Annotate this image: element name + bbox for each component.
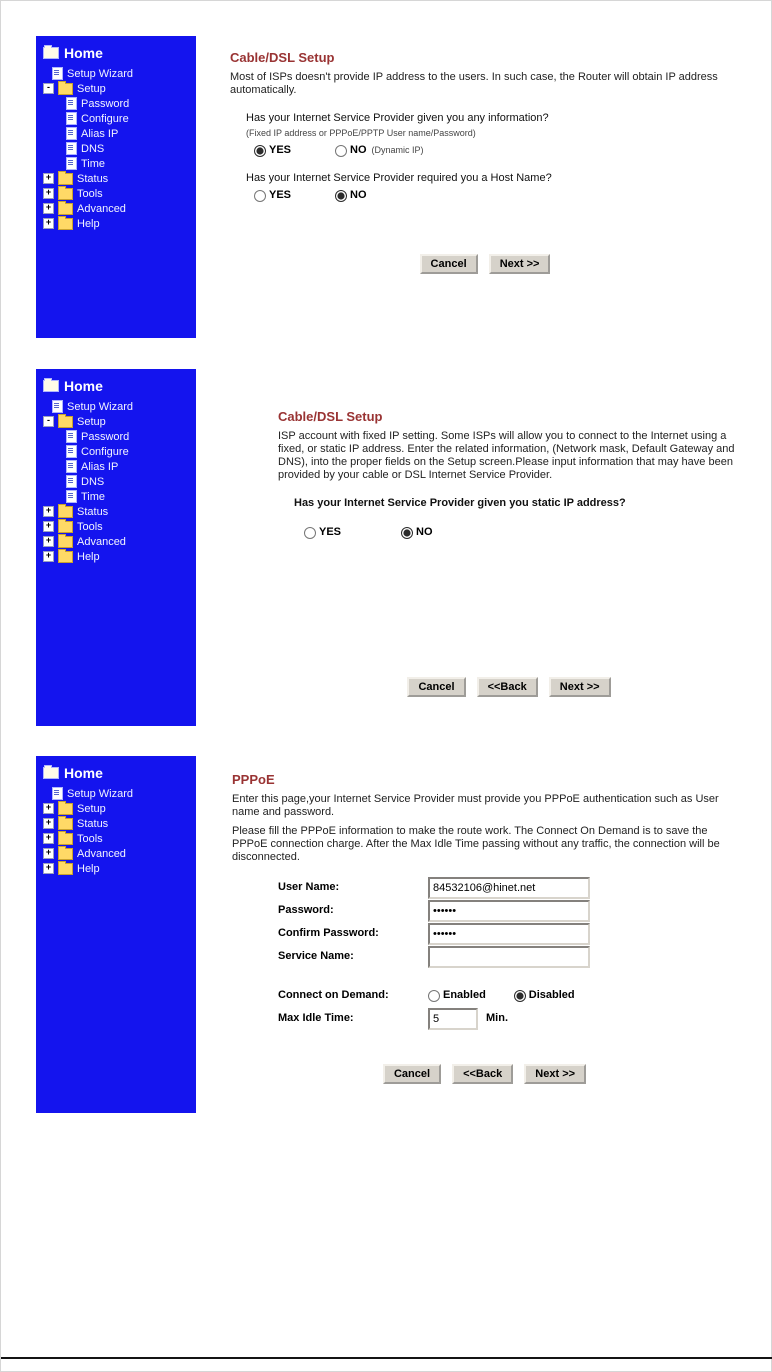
no-option[interactable]	[335, 189, 367, 202]
sidebar-item-label: Advanced	[77, 847, 126, 860]
plus-box-icon[interactable]	[43, 188, 54, 199]
cancel-button[interactable]: Cancel	[420, 254, 478, 274]
document-icon	[52, 67, 63, 80]
form-row-password	[278, 899, 772, 922]
button-row	[230, 254, 740, 274]
folder-icon	[58, 83, 73, 95]
plus-box-icon[interactable]	[43, 863, 54, 874]
sidebar-item-help[interactable]	[36, 861, 196, 876]
password-field[interactable]	[428, 900, 590, 922]
sidebar-item-setup-wizard[interactable]	[36, 399, 196, 414]
document-icon	[66, 430, 77, 443]
enabled-radio[interactable]	[428, 990, 440, 1002]
sidebar-item-label: Alias IP	[81, 460, 119, 473]
sidebar-home-label: Home	[64, 378, 103, 394]
minus-box-icon[interactable]	[43, 416, 54, 427]
disabled-radio[interactable]	[514, 990, 526, 1002]
yes-option[interactable]	[254, 144, 291, 157]
connect-on-demand-label: Connect on Demand:	[278, 989, 389, 1001]
yes-label: YES	[319, 526, 342, 538]
back-button[interactable]: <<Back	[452, 1064, 513, 1084]
yes-radio[interactable]	[304, 527, 316, 539]
question-block-information	[246, 112, 772, 157]
plus-box-icon[interactable]	[43, 803, 54, 814]
sidebar-item-label: Tools	[77, 520, 103, 533]
yes-radio[interactable]	[254, 145, 266, 157]
radio-group-static-ip	[304, 526, 740, 539]
plus-box-icon[interactable]	[43, 536, 54, 547]
document-icon	[66, 460, 77, 473]
intro-text-2: Please fill the PPPoE information to make the route work. The Connect On Demand is to save the PPPoE connection charge. After the Max Idle Time passing without any traffic, the connection will be disconnected.	[232, 825, 720, 863]
plus-box-icon[interactable]	[43, 218, 54, 229]
plus-box-icon[interactable]	[43, 818, 54, 829]
cancel-button[interactable]: Cancel	[383, 1064, 441, 1084]
sidebar-item-label: Configure	[81, 112, 129, 125]
main-content	[196, 369, 772, 726]
sidebar-item-advanced[interactable]	[36, 534, 196, 549]
cancel-button[interactable]: Cancel	[407, 677, 465, 697]
next-button[interactable]: Next >>	[549, 677, 611, 697]
password-label: Password:	[278, 904, 334, 916]
radio-group-connect-on-demand	[428, 989, 575, 1002]
minus-box-icon[interactable]	[43, 83, 54, 94]
plus-box-icon[interactable]	[43, 833, 54, 844]
sidebar-item-label: Help	[77, 550, 100, 563]
sidebar-item-tools[interactable]	[36, 831, 196, 846]
question-note: (Fixed IP address or PPPoE/PPTP User name/Password)	[246, 128, 476, 138]
sidebar-item-label: DNS	[81, 142, 105, 155]
page-footer-rule	[1, 1357, 772, 1359]
page-title: Cable/DSL Setup	[278, 409, 383, 424]
nav-sidebar	[36, 369, 196, 726]
sidebar-item-label: Advanced	[77, 535, 126, 548]
disabled-label: Disabled	[528, 989, 575, 1001]
back-button[interactable]: <<Back	[477, 677, 538, 697]
next-button[interactable]: Next >>	[489, 254, 551, 274]
folder-icon	[58, 818, 73, 830]
no-label: NO	[350, 144, 367, 156]
main-content	[196, 36, 772, 338]
sidebar-item-label: Alias IP	[81, 127, 119, 140]
sidebar-item-help[interactable]	[36, 216, 196, 231]
no-option[interactable]	[335, 144, 424, 157]
button-row	[232, 1064, 737, 1084]
folder-icon	[58, 848, 73, 860]
sidebar-item-setup-wizard[interactable]	[36, 786, 196, 801]
service-name-label: Service Name:	[278, 950, 354, 962]
sidebar-item-label: Time	[81, 490, 106, 503]
document-icon	[52, 787, 63, 800]
yes-label: YES	[269, 189, 292, 201]
form-spacer	[278, 968, 772, 984]
yes-label: YES	[269, 144, 292, 156]
enabled-label: Enabled	[443, 989, 486, 1001]
sidebar-item-label: Setup Wizard	[67, 787, 134, 800]
plus-box-icon[interactable]	[43, 173, 54, 184]
confirm-password-field[interactable]	[428, 923, 590, 945]
document-icon	[52, 400, 63, 413]
folder-icon	[58, 203, 73, 215]
form-row-confirm-password	[278, 922, 772, 945]
sidebar-item-time[interactable]	[36, 489, 196, 504]
sidebar-item-advanced[interactable]	[36, 201, 196, 216]
pppoe-form	[278, 876, 772, 1030]
nav-sidebar	[36, 756, 196, 1113]
sidebar-item-label: Configure	[81, 445, 129, 458]
username-field[interactable]	[428, 877, 590, 899]
sidebar-home[interactable]	[36, 376, 196, 399]
sidebar-item-setup[interactable]	[36, 414, 196, 429]
form-row-service-name	[278, 945, 772, 968]
next-button[interactable]: Next >>	[524, 1064, 586, 1084]
folder-icon	[58, 173, 73, 185]
folder-icon	[58, 188, 73, 200]
dynamic-ip-note: (Dynamic IP)	[371, 145, 424, 155]
sidebar-item-dns[interactable]	[36, 141, 196, 156]
folder-icon	[58, 551, 73, 563]
question-text: Has your Internet Service Provider required you a Host Name?	[246, 172, 552, 184]
no-radio[interactable]	[401, 527, 413, 539]
home-icon	[43, 380, 59, 392]
folder-icon	[58, 218, 73, 230]
sidebar-item-configure[interactable]	[36, 444, 196, 459]
folder-icon	[58, 803, 73, 815]
no-label: NO	[416, 526, 433, 538]
disabled-option[interactable]	[514, 989, 575, 1002]
service-name-field[interactable]	[428, 946, 590, 968]
sidebar-item-label: Time	[81, 157, 106, 170]
sidebar-item-label: Tools	[77, 187, 103, 200]
intro-text: ISP account with fixed IP setting. Some ISPs will allow you to connect to the Internet using a fixed, or static IP address. Enter the related information, (Network mask, Default Gateway and DNS), into the proper fields on the Setup screen.Please input information that may have been provided by your cable or DSL Internet Service Provider.	[278, 430, 735, 481]
sidebar-item-status[interactable]	[36, 816, 196, 831]
form-row-connect-on-demand	[278, 984, 772, 1007]
yes-option[interactable]	[254, 189, 291, 202]
plus-box-icon[interactable]	[43, 848, 54, 859]
page-title: Cable/DSL Setup	[230, 50, 335, 65]
document-icon	[66, 445, 77, 458]
sidebar-item-label: DNS	[81, 475, 105, 488]
home-icon	[43, 767, 59, 779]
sidebar-item-label: Setup	[77, 415, 106, 428]
no-radio[interactable]	[335, 190, 347, 202]
page-title: PPPoE	[232, 772, 275, 787]
radio-group-hostname	[254, 189, 772, 202]
sidebar-item-label: Status	[77, 817, 109, 830]
sidebar-item-alias-ip[interactable]	[36, 459, 196, 474]
sidebar-item-label: Advanced	[77, 202, 126, 215]
enabled-option[interactable]	[428, 989, 486, 1002]
document-icon	[66, 490, 77, 503]
plus-box-icon[interactable]	[43, 203, 54, 214]
sidebar-item-label: Setup Wizard	[67, 400, 134, 413]
plus-box-icon[interactable]	[43, 551, 54, 562]
sidebar-item-password[interactable]	[36, 96, 196, 111]
intro-text-1: Enter this page,your Internet Service Provider must provide you PPPoE authentication such as User name and password.	[232, 793, 719, 818]
no-option[interactable]	[401, 526, 433, 539]
sidebar-item-alias-ip[interactable]	[36, 126, 196, 141]
sidebar-item-advanced[interactable]	[36, 846, 196, 861]
sidebar-item-setup[interactable]	[36, 81, 196, 96]
plus-box-icon[interactable]	[43, 521, 54, 532]
sidebar-home-label: Home	[64, 765, 103, 781]
plus-box-icon[interactable]	[43, 506, 54, 517]
sidebar-item-status[interactable]	[36, 171, 196, 186]
button-row	[278, 677, 740, 697]
document-icon	[66, 475, 77, 488]
folder-icon	[58, 521, 73, 533]
max-idle-field[interactable]	[428, 1008, 478, 1030]
sidebar-item-label: Status	[77, 172, 109, 185]
folder-icon	[58, 863, 73, 875]
sidebar-home[interactable]	[36, 43, 196, 66]
sidebar-item-password[interactable]	[36, 429, 196, 444]
document-icon	[66, 142, 77, 155]
folder-icon	[58, 536, 73, 548]
folder-icon	[58, 833, 73, 845]
router-screenshot-pppoe	[36, 756, 772, 1113]
sidebar-item-status[interactable]	[36, 504, 196, 519]
sidebar-item-label: Setup	[77, 82, 106, 95]
username-label: User Name:	[278, 881, 340, 893]
sidebar-item-label: Tools	[77, 832, 103, 845]
folder-icon	[58, 416, 73, 428]
sidebar-item-time[interactable]	[36, 156, 196, 171]
no-label: NO	[350, 189, 367, 201]
sidebar-item-tools[interactable]	[36, 519, 196, 534]
sidebar-item-label: Password	[81, 97, 130, 110]
sidebar-item-setup[interactable]	[36, 801, 196, 816]
form-row-max-idle	[278, 1007, 772, 1030]
sidebar-item-label: Setup Wizard	[67, 67, 134, 80]
intro-text: Most of ISPs doesn't provide IP address to the users. In such case, the Router will obtain IP address automatically.	[230, 71, 718, 96]
document-icon	[66, 157, 77, 170]
sidebar-item-label: Status	[77, 505, 109, 518]
radio-group-information	[254, 144, 772, 157]
sidebar-home-label: Home	[64, 45, 103, 61]
document-icon	[66, 97, 77, 110]
main-content	[196, 756, 772, 1113]
confirm-password-label: Confirm Password:	[278, 927, 379, 939]
sidebar-item-configure[interactable]	[36, 111, 196, 126]
document-icon	[66, 112, 77, 125]
folder-icon	[58, 506, 73, 518]
document-icon	[66, 127, 77, 140]
max-idle-unit: Min.	[486, 1012, 508, 1024]
question-text: Has your Internet Service Provider given you static IP address?	[294, 497, 626, 509]
sidebar-item-label: Password	[81, 430, 130, 443]
sidebar-item-label: Setup	[77, 802, 106, 815]
yes-option[interactable]	[304, 526, 341, 539]
nav-sidebar	[36, 36, 196, 338]
sidebar-item-label: Help	[77, 217, 100, 230]
no-radio[interactable]	[335, 145, 347, 157]
home-icon	[43, 47, 59, 59]
question-block-hostname	[246, 172, 772, 202]
sidebar-item-help[interactable]	[36, 549, 196, 564]
sidebar-home[interactable]	[36, 763, 196, 786]
sidebar-item-setup-wizard[interactable]	[36, 66, 196, 81]
sidebar-item-tools[interactable]	[36, 186, 196, 201]
question-text: Has your Internet Service Provider given you any information?	[246, 112, 549, 124]
yes-radio[interactable]	[254, 190, 266, 202]
router-screenshot-cable-dsl-setup-2	[36, 369, 772, 726]
form-row-username	[278, 876, 772, 899]
sidebar-item-dns[interactable]	[36, 474, 196, 489]
router-screenshot-cable-dsl-setup-1	[36, 36, 772, 338]
sidebar-item-label: Help	[77, 862, 100, 875]
max-idle-label: Max Idle Time:	[278, 1012, 354, 1024]
